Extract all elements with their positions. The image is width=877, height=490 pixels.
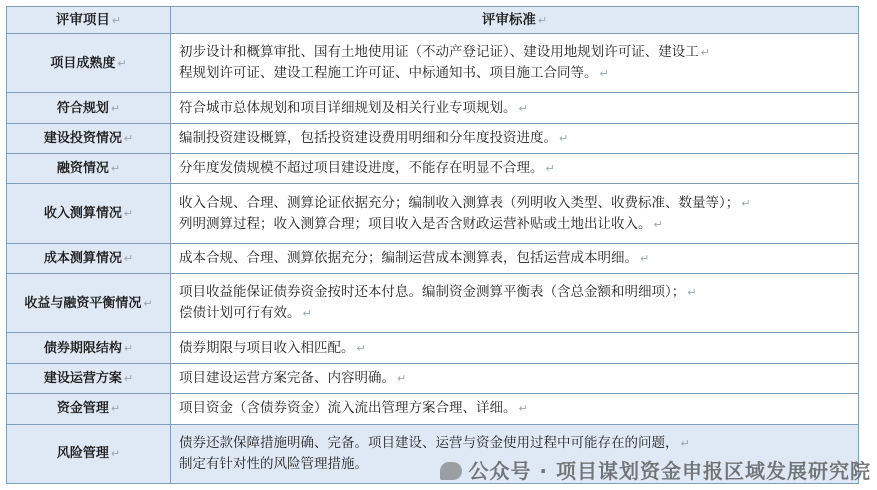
table-row: [7, 394, 859, 424]
row-item: 债券期限结构 ↵: [7, 333, 171, 363]
row-standard: 初步设计和概算审批、国有土地使用证（不动产登记证）、建设用地规划许可证、建设工 ↵ 程规划许可证、建设工程施工许可证、中标通知书、项目施工合同等。 ↵: [171, 34, 859, 93]
row-item: 建设投资情况 ↵: [7, 123, 171, 153]
row-standard: 收入合规、合理、测算论证依据充分；编制收入测算表（列明收入类型、收费标准、数量等）； ↵ 列明测算过程；收入测算合理；项目收入是否含财政运营补贴或土地出让收入。 ↵: [171, 184, 859, 243]
table-header-row: [7, 7, 859, 34]
table-row: [7, 333, 859, 363]
header-standard: 评审标准 ↵: [171, 7, 859, 34]
table-row: [7, 184, 859, 243]
table-row: [7, 363, 859, 393]
watermark-text: 公众号 · 项目谋划资金申报区域发展研究院: [468, 459, 871, 483]
row-item: 融资情况 ↵: [7, 154, 171, 184]
wechat-icon: [440, 462, 462, 480]
row-standard: 项目资金（含债券资金）流入流出管理方案合理、详细。 ↵: [171, 394, 859, 424]
row-standard: 债券还款保障措施明确、完备。项目建设、运营与资金使用过程中可能存在的问题， ↵ 制定有针对性的风险管理措施。: [171, 424, 859, 483]
row-standard: 成本合规、合理、测算依据充分；编制运营成本测算表，包括运营成本明细。 ↵: [171, 243, 859, 273]
row-item: 风险管理 ↵: [7, 424, 171, 483]
row-item: 建设运营方案 ↵: [7, 363, 171, 393]
row-standard: 项目收益能保证债券资金按时还本付息。编制资金测算平衡表（含总金额和明细项）； ↵ 偿债计划可行有效。 ↵: [171, 274, 859, 333]
row-standard: 项目建设运营方案完备、内容明确。 ↵: [171, 363, 859, 393]
row-item: 收入测算情况 ↵: [7, 184, 171, 243]
row-item: 成本测算情况 ↵: [7, 243, 171, 273]
header-item: 评审项目 ↵: [7, 7, 171, 34]
row-standard: 分年度发债规模不超过项目建设进度，不能存在明显不合理。 ↵: [171, 154, 859, 184]
table-row: [7, 243, 859, 273]
table-row: [7, 123, 859, 153]
row-item: 收益与融资平衡情况 ↵: [7, 274, 171, 333]
row-item: 资金管理 ↵: [7, 394, 171, 424]
row-standard: 编制投资建设概算，包括投资建设费用明细和分年度投资进度。 ↵: [171, 123, 859, 153]
row-item: 项目成熟度 ↵: [7, 34, 171, 93]
table-row: [7, 93, 859, 123]
watermark: [440, 455, 871, 484]
row-standard: 符合城市总体规划和项目详细规划及相关行业专项规划。 ↵: [171, 93, 859, 123]
table-row: [7, 34, 859, 93]
table-row: [7, 154, 859, 184]
table-row: [7, 274, 859, 333]
review-standards-table: [6, 6, 859, 484]
row-standard: 债券期限与项目收入相匹配。 ↵: [171, 333, 859, 363]
row-item: 符合规划 ↵: [7, 93, 171, 123]
